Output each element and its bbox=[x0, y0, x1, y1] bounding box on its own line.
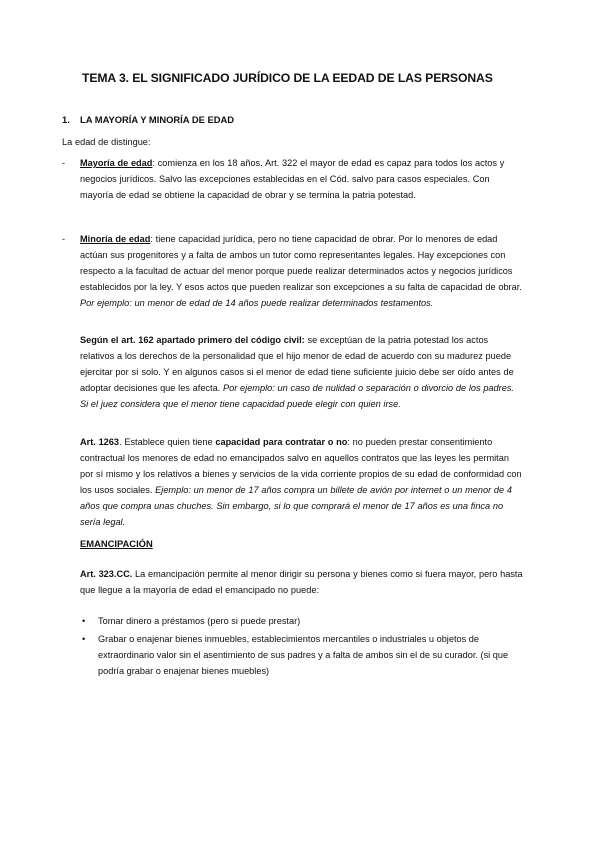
minoria-example: Por ejemplo: un menor de edad de 14 años puede realizar determinados testamentos. bbox=[80, 298, 434, 308]
emancipacion-list bbox=[82, 613, 522, 681]
section-title: LA MAYORÍA Y MINORÍA DE EDAD bbox=[80, 114, 235, 125]
list-item-text: Grabar o enajenar bienes inmuebles, establecimientos mercantiles o industriales u objetos de extraordinario valor sin el asentimiento de sus padres y a falta de ambos sin el de su curador. (si que podría grabar o enajenar bienes muebles) bbox=[98, 634, 509, 676]
minoria-term: Minoría de edad bbox=[80, 234, 151, 244]
document-title: TEMA 3. EL SIGNIFICADO JURÍDICO DE LA EEDAD DE LAS PERSONAS bbox=[82, 71, 493, 85]
art323-paragraph bbox=[80, 566, 530, 598]
art162-bold: Según el art. 162 apartado primero del código civil: bbox=[80, 335, 305, 345]
minoria-body: : tiene capacidad jurídica, pero no tiene capacidad de obrar. Por lo menores de edad actúan sus progenitores y a falta de ambos un tutor como representantes legales. Hay excepciones con respecto a la facultad de actuar del menor porque puede realizar determinados actos y negocios jurídicos establecidos por la ley. Y esos actos que pueden realizar son excepciones a su falta de capacidad de obrar. bbox=[80, 234, 522, 292]
list-item bbox=[82, 631, 522, 679]
art1263-paragraph bbox=[80, 434, 522, 530]
section-heading bbox=[62, 114, 234, 125]
intro-text: La edad de distingue: bbox=[62, 137, 151, 147]
bullet-icon: • bbox=[82, 616, 86, 626]
minoria-text bbox=[80, 231, 522, 311]
art1263-text2: : no pueden prestar consentimiento contractual los menores de edad no emancipados salvo en aquellos contratos que las leyes les permitan por sí mismo y los relativos a bienes y servicios de la vida corriente propios de su edad de conformidad con los usos sociales. bbox=[80, 437, 522, 495]
art1263-example: Ejemplo: un menor de 17 años compra un billete de avión por internet o un menor de 4 años que compra unas chuches. Sin embargo, si lo que comprará el menor de 17 años es una finca no sería legal. bbox=[80, 485, 512, 527]
bullet-icon: • bbox=[82, 634, 86, 644]
art162-example: Por ejemplo: un caso de nulidad o separación o divorcio de los padres. Si el juez considera que el menor tiene capacidad puede elegir con quien irse. bbox=[80, 383, 514, 409]
section-number: 1. bbox=[62, 114, 70, 125]
list-item-text: Tomar dinero a préstamos (pero si puede prestar) bbox=[98, 616, 301, 626]
mayoria-term: Mayoría de edad bbox=[80, 158, 153, 168]
art323-text: La emancipación permite al menor dirigir su persona y bienes como si fuera mayor, pero hasta que llegue a la mayoría de edad el emancipado no puede: bbox=[80, 569, 523, 595]
art1263-capacity: capacidad para contratar o no bbox=[215, 437, 348, 447]
art1263-text1: . Establece quien tiene bbox=[119, 437, 216, 447]
art162-body: se exceptúan de la patria potestad los actos relativos a los derechos de la personalidad que el hijo menor de edad de acuerdo con su madurez puede ejercitar por sí solo. Y en algunos casos si el menor de edad tiene suficiente juicio debe ser oído antes de adoptar decisiones que les afecta. bbox=[80, 335, 514, 393]
dash-marker: - bbox=[62, 234, 66, 244]
mayoria-item bbox=[62, 155, 522, 203]
minoria-item bbox=[62, 231, 522, 311]
dash-marker: - bbox=[62, 158, 66, 168]
list-item bbox=[82, 613, 522, 629]
art323-ref: Art. 323.CC. bbox=[80, 569, 133, 579]
mayoria-text bbox=[80, 155, 522, 203]
emancipacion-heading: EMANCIPACIÓN bbox=[80, 538, 153, 549]
mayoria-body: : comienza en los 18 años. Art. 322 el mayor de edad es capaz para todos los actos y negocios jurídicos. Salvo las excepciones establecidas en el Cód. salvo para casos especiales. Con mayoría de edad se obtiene la capacidad de obrar y se termina la patria potestad. bbox=[80, 158, 505, 200]
art1263-ref: Art. 1263 bbox=[80, 437, 120, 447]
art162-paragraph bbox=[80, 332, 522, 412]
